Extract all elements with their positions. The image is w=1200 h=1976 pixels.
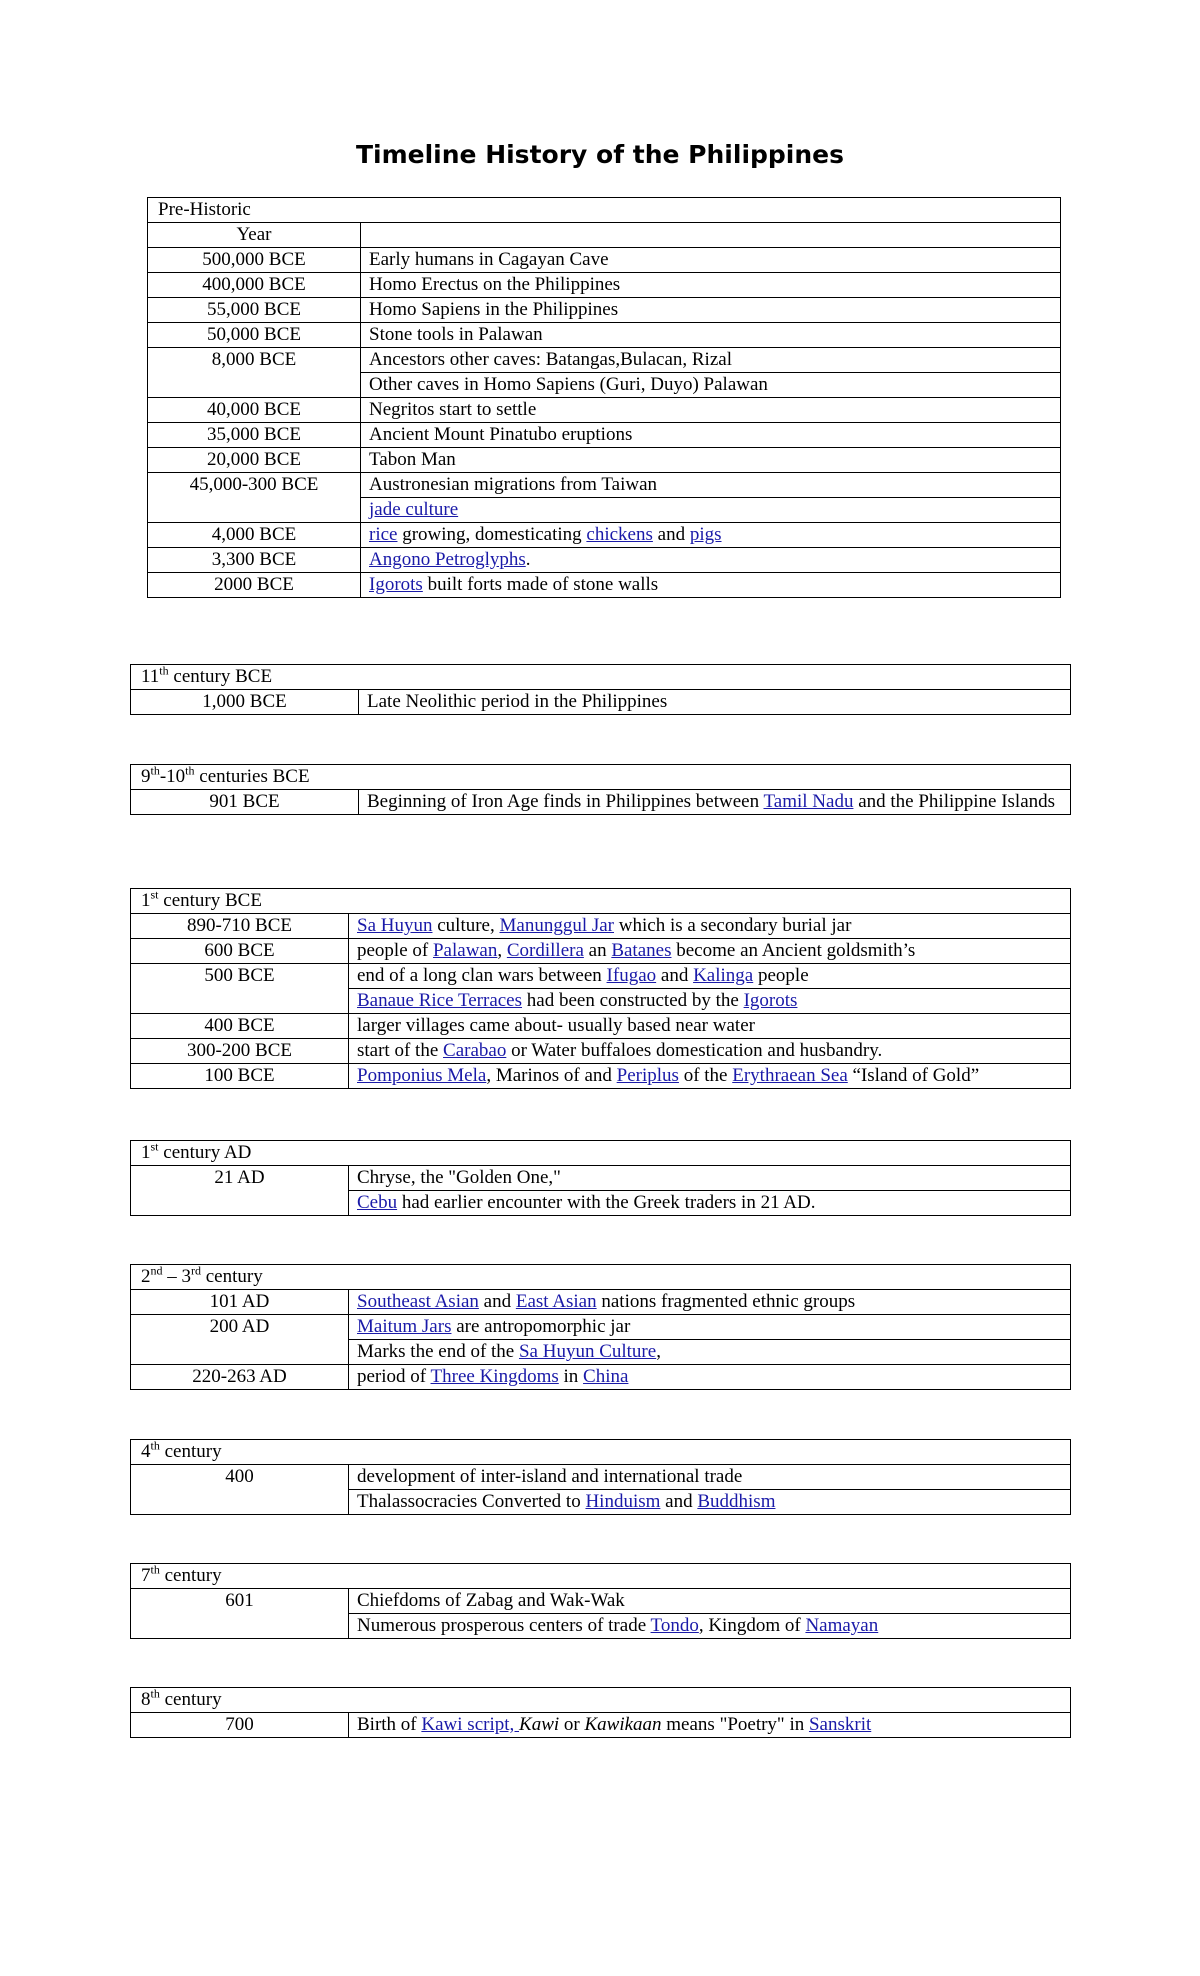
event-cell: Banaue Rice Terraces had been constructed by the Igorots [349, 989, 1071, 1014]
section-header: Pre-Historic [148, 198, 1061, 223]
carabao-link[interactable]: Carabao [443, 1040, 507, 1061]
event-cell: Maitum Jars are antropomorphic jar [349, 1315, 1071, 1340]
pomponius-mela-link[interactable]: Pomponius Mela [357, 1065, 487, 1086]
year-cell: 35,000 BCE [148, 423, 361, 448]
year-cell [148, 498, 361, 523]
section-header: 4th century [131, 1440, 1071, 1465]
event-text: built forts made of stone walls [422, 574, 659, 595]
event-cell: Negritos start to settle [361, 398, 1061, 423]
table-row [148, 398, 1061, 423]
event-cell: Southeast Asian and East Asian nations fragmented ethnic groups [349, 1290, 1071, 1315]
event-cell [361, 498, 1061, 523]
periplus-link[interactable]: Periplus [616, 1065, 679, 1086]
table-row [131, 989, 1071, 1014]
event-cell: Austronesian migrations from Taiwan [361, 473, 1061, 498]
section-header: 8th century [131, 1688, 1071, 1713]
east-asian-link[interactable]: East Asian [515, 1291, 597, 1312]
tondo-link[interactable]: Tondo [650, 1615, 699, 1636]
year-cell: 600 BCE [131, 939, 349, 964]
event-cell: Homo Sapiens in the Philippines [361, 298, 1061, 323]
table-row [148, 298, 1061, 323]
section-header: 9th-10th centuries BCE [131, 765, 1071, 790]
table-row [131, 1614, 1071, 1639]
sa-huyun-link[interactable]: Sa Huyun [357, 915, 433, 936]
year-cell: 50,000 BCE [148, 323, 361, 348]
year-cell: 400 [131, 1465, 349, 1490]
jade-culture-link[interactable]: jade culture [369, 499, 459, 520]
event-cell: Other caves in Homo Sapiens (Guri, Duyo) Palawan [361, 373, 1061, 398]
year-column-label: Year [148, 223, 361, 248]
event-cell: people of Palawan, Cordillera an Batanes become an Ancient goldsmith’s [349, 939, 1071, 964]
year-cell: 40,000 BCE [148, 398, 361, 423]
2nd-3rd-century-table [130, 1264, 1071, 1390]
section-header: 11th century BCE [131, 665, 1071, 690]
event-cell: Tabon Man [361, 448, 1061, 473]
chickens-link[interactable]: chickens [586, 524, 653, 545]
year-cell [131, 1614, 349, 1639]
year-cell [131, 1191, 349, 1216]
year-cell: 300-200 BCE [131, 1039, 349, 1064]
section-header: 2nd – 3rd century [131, 1265, 1071, 1290]
year-cell: 3,300 BCE [148, 548, 361, 573]
event-cell [361, 573, 1061, 598]
event-text: and [652, 524, 690, 545]
year-cell: 20,000 BCE [148, 448, 361, 473]
9th-10th-centuries-bce-table [130, 764, 1071, 815]
event-cell: Chryse, the "Golden One," [349, 1166, 1071, 1191]
event-cell: Chiefdoms of Zabag and Wak-Wak [349, 1589, 1071, 1614]
year-cell: 700 [131, 1713, 349, 1738]
table-row [148, 248, 1061, 273]
year-cell: 200 AD [131, 1315, 349, 1340]
erythraean-sea-link[interactable]: Erythraean Sea [732, 1065, 848, 1086]
tamil-nadu-link[interactable]: Tamil Nadu [763, 791, 854, 812]
table-row [148, 373, 1061, 398]
event-cell: development of inter-island and international trade [349, 1465, 1071, 1490]
igorots-link[interactable]: Igorots [743, 990, 798, 1011]
event-cell: Cebu had earlier encounter with the Greek traders in 21 AD. [349, 1191, 1071, 1216]
year-cell: 2000 BCE [148, 573, 361, 598]
table-row [131, 790, 1071, 815]
8th-century-table [130, 1687, 1071, 1738]
event-cell: Stone tools in Palawan [361, 323, 1061, 348]
southeast-asian-link[interactable]: Southeast Asian [357, 1291, 479, 1312]
event-cell: Beginning of Iron Age finds in Philippines between Tamil Nadu and the Philippine Islands [359, 790, 1071, 815]
table-row [148, 573, 1061, 598]
year-cell: 101 AD [131, 1290, 349, 1315]
section-header: 1st century BCE [131, 889, 1071, 914]
prehistoric-table [147, 197, 1061, 598]
page-title: Timeline History of the Philippines [355, 140, 845, 169]
1st-century-bce-table [130, 888, 1071, 1089]
4th-century-table [130, 1439, 1071, 1515]
table-row [131, 1039, 1071, 1064]
event-cell: Late Neolithic period in the Philippines [359, 690, 1071, 715]
11th-century-bce-table [130, 664, 1071, 715]
1st-century-ad-table [130, 1140, 1071, 1216]
year-cell: 1,000 BCE [131, 690, 359, 715]
event-cell: Numerous prosperous centers of trade Tondo, Kingdom of Namayan [349, 1614, 1071, 1639]
igorots-link[interactable]: Igorots [369, 574, 423, 595]
year-cell: 601 [131, 1589, 349, 1614]
kalinga-link[interactable]: Kalinga [693, 965, 754, 986]
year-cell: 55,000 BCE [148, 298, 361, 323]
event-cell: Sa Huyun culture, Manunggul Jar which is a secondary burial jar [349, 914, 1071, 939]
table-row [131, 1589, 1071, 1614]
pigs-link[interactable]: pigs [689, 524, 722, 545]
buddhism-link[interactable]: Buddhism [697, 1491, 776, 1512]
ifugao-link[interactable]: Ifugao [606, 965, 657, 986]
cordillera-link[interactable]: Cordillera [506, 940, 584, 961]
event-cell: end of a long clan wars between Ifugao and Kalinga people [349, 964, 1071, 989]
angono-petroglyphs-link[interactable]: Angono Petroglyphs [369, 549, 526, 570]
table-row [148, 423, 1061, 448]
table-row [131, 1014, 1071, 1039]
table-row [131, 1166, 1071, 1191]
year-cell: 220-263 AD [131, 1365, 349, 1390]
kawi-script-link[interactable]: Kawi script, [421, 1714, 520, 1735]
event-cell: Marks the end of the Sa Huyun Culture, [349, 1340, 1071, 1365]
table-row [131, 914, 1071, 939]
year-cell: 400,000 BCE [148, 273, 361, 298]
event-cell: Early humans in Cagayan Cave [361, 248, 1061, 273]
table-row [148, 273, 1061, 298]
event-cell: period of Three Kingdoms in China [349, 1365, 1071, 1390]
namayan-link[interactable]: Namayan [805, 1615, 879, 1636]
manunggul-jar-link[interactable]: Manunggul Jar [499, 915, 615, 936]
7th-century-table [130, 1563, 1071, 1639]
year-cell [131, 1490, 349, 1515]
event-cell: Thalassocracies Converted to Hinduism and Buddhism [349, 1490, 1071, 1515]
event-cell: Pomponius Mela, Marinos of and Periplus of the Erythraean Sea “Island of Gold” [349, 1064, 1071, 1089]
table-row [148, 223, 1061, 248]
maitum-jars-link[interactable]: Maitum Jars [357, 1316, 452, 1337]
year-cell: 890-710 BCE [131, 914, 349, 939]
event-text: . [525, 549, 531, 570]
sa-huyun-culture-link[interactable]: Sa Huyun Culture [518, 1341, 657, 1362]
table-row [131, 1365, 1071, 1390]
banaue-rice-terraces-link[interactable]: Banaue Rice Terraces [357, 990, 523, 1011]
table-row [131, 1191, 1071, 1216]
table-row [131, 1490, 1071, 1515]
section-header: 7th century [131, 1564, 1071, 1589]
year-cell [148, 373, 361, 398]
year-cell: 100 BCE [131, 1064, 349, 1089]
cebu-link[interactable]: Cebu [357, 1192, 398, 1213]
table-row [148, 348, 1061, 373]
table-row [131, 1713, 1071, 1738]
event-text: growing, domesticating [397, 524, 587, 545]
table-row [148, 523, 1061, 548]
event-cell: Birth of Kawi script, Kawi or Kawikaan means "Poetry" in Sanskrit [349, 1713, 1071, 1738]
year-cell: 45,000-300 BCE [148, 473, 361, 498]
event-cell [361, 223, 1061, 248]
rice-link[interactable]: rice [369, 524, 398, 545]
year-cell: 21 AD [131, 1166, 349, 1191]
event-cell: Ancestors other caves: Batangas,Bulacan, Rizal [361, 348, 1061, 373]
table-row [131, 1465, 1071, 1490]
event-cell [361, 548, 1061, 573]
table-row [148, 448, 1061, 473]
event-cell: larger villages came about- usually based near water [349, 1014, 1071, 1039]
table-row [148, 498, 1061, 523]
sanskrit-link[interactable]: Sanskrit [808, 1714, 872, 1735]
palawan-link[interactable]: Palawan [432, 940, 498, 961]
table-row [148, 473, 1061, 498]
table-row [131, 939, 1071, 964]
hinduism-link[interactable]: Hinduism [585, 1491, 661, 1512]
year-cell: 901 BCE [131, 790, 359, 815]
event-cell: Homo Erectus on the Philippines [361, 273, 1061, 298]
table-row [131, 690, 1071, 715]
year-cell [131, 989, 349, 1014]
year-cell: 400 BCE [131, 1014, 349, 1039]
event-cell: Ancient Mount Pinatubo eruptions [361, 423, 1061, 448]
table-row [131, 1315, 1071, 1340]
table-row [131, 964, 1071, 989]
year-cell: 8,000 BCE [148, 348, 361, 373]
table-row [148, 323, 1061, 348]
year-cell: 500,000 BCE [148, 248, 361, 273]
table-row [131, 1290, 1071, 1315]
table-row [131, 1064, 1071, 1089]
year-cell: 500 BCE [131, 964, 349, 989]
table-row [131, 1340, 1071, 1365]
section-header: 1st century AD [131, 1141, 1071, 1166]
china-link[interactable]: China [583, 1366, 629, 1387]
year-cell [131, 1340, 349, 1365]
year-cell: 4,000 BCE [148, 523, 361, 548]
table-row [148, 548, 1061, 573]
three-kingdoms-link[interactable]: Three Kingdoms [430, 1366, 559, 1387]
event-cell: start of the Carabao or Water buffaloes domestication and husbandry. [349, 1039, 1071, 1064]
batanes-link[interactable]: Batanes [611, 940, 672, 961]
event-cell [361, 523, 1061, 548]
